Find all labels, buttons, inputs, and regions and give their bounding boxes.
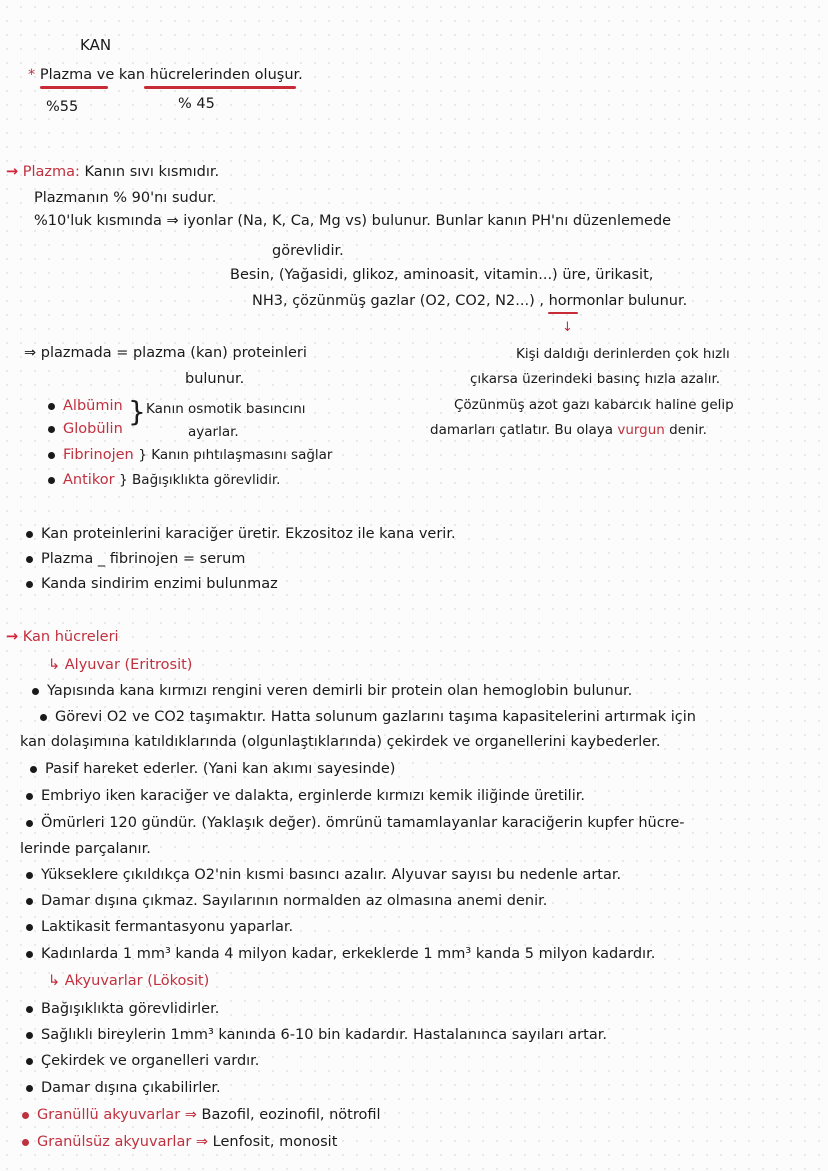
rbc-item: Görevi O2 ve CO2 taşımaktır. Hatta solunum gazlarını taşıma kapasitelerini artırmak için [40, 708, 696, 726]
fact-item: Kan proteinlerini karaciğer üretir. Ekzositoz ile kana verir. [26, 525, 456, 543]
bullet-icon [22, 1112, 29, 1119]
protein-item-albumin: Albümin [48, 397, 123, 415]
bullet-icon [26, 1006, 33, 1013]
protein-item-globulin: Globülin [48, 420, 123, 438]
percent-hucre: % 45 [178, 96, 215, 112]
brace-icon: } [128, 395, 146, 428]
bullet-icon [48, 477, 55, 484]
proteins-line-b: bulunur. [185, 371, 245, 387]
rbc-item: Yapısında kana kırmızı rengini veren demirli bir protein olan hemoglobin bulunur. [32, 682, 632, 700]
plazma-head-rest: Kanın sıvı kısmıdır. [79, 164, 220, 180]
fact-item: Plazma _ fibrinojen = serum [26, 550, 245, 568]
bullet-icon [26, 820, 33, 827]
vurgun-line4-a: damarları çatlatır. Bu olaya [430, 422, 618, 438]
vurgun-line4-c: denir. [664, 422, 707, 438]
protein-item-fibrinojen: Fibrinojen } Kanın pıhtılaşmasını sağlar [48, 446, 332, 464]
underline-n2 [548, 312, 578, 314]
plazma-line4: görevlidir. [272, 243, 344, 259]
red-arrow-icon: → [6, 629, 19, 645]
bullet-icon [26, 556, 33, 563]
intro-rest: oluşur. [250, 67, 303, 83]
plazma-heading [6, 163, 219, 181]
cells-heading [6, 628, 119, 646]
fact-item: Kanda sindirim enzimi bulunmaz [26, 575, 278, 593]
rbc-item: Yükseklere çıkıldıkça O2'nin kısmi basıncı azalır. Alyuvar sayısı bu nedenle artar. [26, 866, 621, 884]
intro-plazma: Plazma [39, 67, 93, 83]
rbc-item: Embriyo iken karaciğer ve dalakta, erginlerde kırmızı kemik iliğinde üretilir. [26, 787, 585, 805]
rbc-item: Laktikasit fermantasyonu yaparlar. [26, 918, 293, 936]
rbc-item-cont: kan dolaşımına katıldıklarında (olgunlaştıklarında) çekirdek ve organellerini kaybederler. [20, 734, 661, 750]
granular-line: Granüllü akyuvarlar ⇒ Bazofil, eozinofil, nötrofil [22, 1106, 381, 1124]
bullet-icon [40, 714, 47, 721]
bullet-icon [32, 688, 39, 695]
bullet-icon [26, 872, 33, 879]
underline-plazma [40, 86, 108, 89]
intro-line [28, 66, 303, 84]
bullet-icon [48, 452, 55, 459]
rbc-item-cont: lerinde parçalanır. [20, 841, 151, 857]
plazma-line3-b: iyonlar (Na, K, Ca, Mg vs) bulunur. Bunlar kanın PH'nı düzenlemede [183, 213, 672, 229]
star-mark: * [28, 67, 36, 83]
vurgun-line2: çıkarsa üzerindeki basınç hızla azalır. [470, 371, 721, 387]
percent-plazma: %55 [46, 99, 79, 115]
wbc-item: Bağışıklıkta görevlidirler. [26, 1000, 219, 1018]
rbc-item: Ömürleri 120 gündür. (Yaklaşık değer). ömrünü tamamlayanlar karaciğerin kupfer hücre- [26, 814, 685, 832]
bullet-icon [26, 924, 33, 931]
intro-ve: ve [92, 67, 119, 83]
plazma-line3 [34, 212, 671, 230]
vurgun-line4 [430, 421, 707, 439]
osmotic-desc-1: Kanın osmotik basıncını [146, 401, 306, 417]
vurgun-word: vurgun [617, 422, 665, 438]
rbc-item: Damar dışına çıkmaz. Sayılarının normalden az olmasına anemi denir. [26, 892, 547, 910]
rbc-item: Pasif hareket ederler. (Yani kan akımı sayesinde) [30, 760, 395, 778]
bullet-icon [22, 1139, 29, 1146]
protein-item-antikor: Antikor } Bağışıklıkta görevlidir. [48, 471, 280, 489]
underline-kan-hucreleri [144, 86, 296, 89]
bullet-icon [26, 951, 33, 958]
rbc-item: Kadınlarda 1 mm³ kanda 4 milyon kadar, erkeklerde 1 mm³ kanda 5 milyon kadardır. [26, 945, 655, 963]
plazma-line6: NH3, çözünmüş gazlar (O2, CO2, N2...) , hormonlar bulunur. [252, 293, 688, 309]
vurgun-line1: Kişi daldığı derinlerden çok hızlı [516, 346, 730, 362]
page-title: KAN [80, 36, 112, 54]
plazma-line3-a: %10'luk kısmında ⇒ [34, 213, 184, 229]
wbc-item: Çekirdek ve organelleri vardır. [26, 1052, 259, 1070]
bullet-icon [48, 403, 55, 410]
bullet-icon [26, 1085, 33, 1092]
osmotic-desc-2: ayarlar. [188, 424, 239, 440]
bullet-icon [26, 898, 33, 905]
bullet-icon [30, 766, 37, 773]
bullet-icon [26, 531, 33, 538]
bullet-icon [26, 793, 33, 800]
intro-kan-hucreleri: kan hücrelerinden [118, 67, 251, 83]
bullet-icon [26, 581, 33, 588]
bullet-icon [26, 1032, 33, 1039]
proteins-line-a: ⇒ plazmada = plazma (kan) proteinleri [24, 345, 307, 361]
bullet-icon [48, 426, 55, 433]
vurgun-line3: Çözünmüş azot gazı kabarcık haline gelip [454, 397, 734, 413]
cells-head: Kan hücreleri [22, 629, 119, 645]
wbc-item: Damar dışına çıkabilirler. [26, 1079, 221, 1097]
plazma-line2: Plazmanın % 90'nı sudur. [34, 190, 217, 206]
rbc-heading: ↳ Alyuvar (Eritrosit) [48, 657, 193, 673]
wbc-item: Sağlıklı bireylerin 1mm³ kanında 6-10 bin kadardır. Hastalanınca sayıları artar. [26, 1026, 607, 1044]
wbc-heading: ↳ Akyuvarlar (Lökosit) [48, 973, 210, 989]
red-arrow-icon: → [6, 164, 19, 180]
bullet-icon [26, 1058, 33, 1065]
down-arrow-icon: ↓ [562, 320, 573, 335]
plazma-line5: Besin, (Yağasidi, glikoz, aminoasit, vitamin...) üre, ürikasit, [230, 267, 654, 283]
plazma-head: Plazma: [22, 164, 80, 180]
agranular-line: Granülsüz akyuvarlar ⇒ Lenfosit, monosit [22, 1133, 337, 1151]
